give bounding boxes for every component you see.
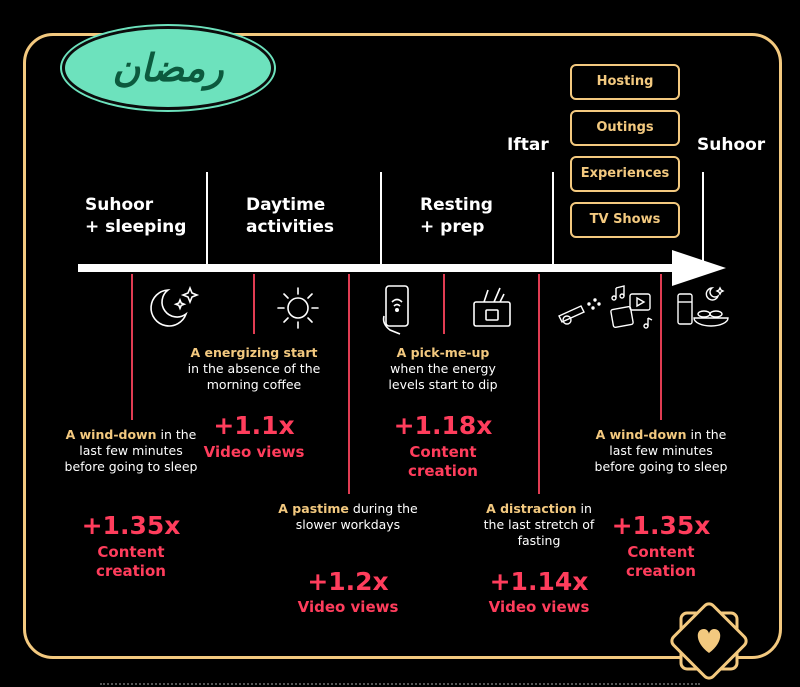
phase-iftar: Iftar	[507, 135, 549, 155]
phase-resting: Resting + prep	[420, 195, 493, 237]
phase-suhoor: Suhoor	[697, 135, 766, 155]
moment-line	[131, 274, 133, 420]
media-icon	[608, 284, 658, 334]
moment-line	[660, 274, 662, 420]
phase-daytime: Daytime activities	[246, 195, 335, 237]
moment-description: A pastime during the slower workdays	[278, 501, 418, 532]
metric-label: Content creation	[408, 443, 478, 480]
multiplier: +1.35x	[611, 511, 711, 540]
multiplier: +1.2x	[307, 567, 389, 596]
tag-tv-shows: TV Shows	[570, 202, 680, 238]
moment-line	[348, 274, 350, 494]
bottom-divider	[100, 683, 700, 687]
moment-description: A distraction in the last stretch of fasting	[483, 501, 595, 548]
tag-outings: Outings	[570, 110, 680, 146]
groceries-bag-icon	[470, 286, 514, 330]
moment-line	[538, 274, 540, 494]
metric-label: Video views	[203, 443, 305, 461]
tag-hosting: Hosting	[570, 64, 680, 100]
sun-icon	[276, 286, 320, 330]
moment-description: A pick-me-up when the energy levels start to dip	[388, 345, 498, 392]
moment-description: A wind-down in the last few minutes before going to sleep	[64, 427, 198, 474]
moment-description: A wind-down in the last few minutes before going to sleep	[594, 427, 728, 474]
phone-wifi-icon	[380, 282, 414, 338]
moment-line	[443, 274, 445, 334]
multiplier: +1.35x	[81, 511, 181, 540]
metric-label: Video views	[297, 598, 399, 616]
metric-label: Content creation	[626, 543, 696, 580]
tag-experiences: Experiences	[570, 156, 680, 192]
heart-badge-icon	[664, 596, 754, 686]
food-moon-icon	[674, 284, 730, 334]
multiplier: +1.14x	[489, 567, 589, 596]
cannon-icon	[555, 294, 605, 328]
phase-suhoor-sleeping: Suhoor + sleeping	[85, 195, 187, 237]
metric-label: Video views	[488, 598, 590, 616]
multiplier: +1.18x	[393, 411, 493, 440]
moon-stars-icon	[146, 284, 202, 332]
multiplier: +1.1x	[213, 411, 295, 440]
metric-label: Content creation	[96, 543, 166, 580]
ramadan-logo: رمضان	[62, 26, 274, 110]
moment-line	[253, 274, 255, 334]
moment-description: A energizing start in the absence of the morning coffee	[187, 345, 321, 392]
